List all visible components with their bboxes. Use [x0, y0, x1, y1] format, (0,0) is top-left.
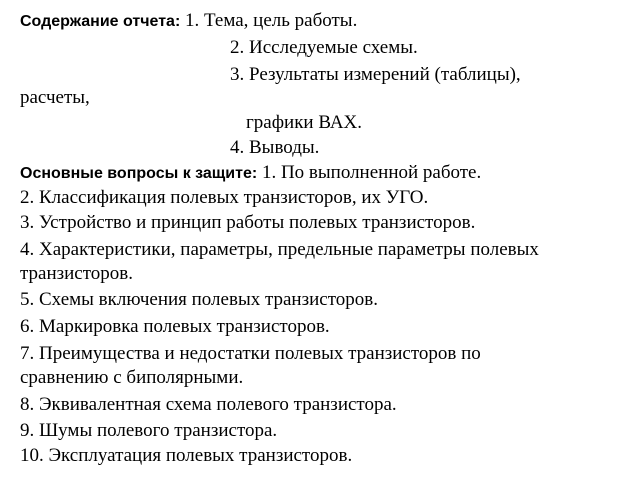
report-item-4: 4. Выводы. — [230, 137, 320, 158]
report-item-3-continued: расчеты, — [20, 87, 90, 108]
question-7: 7. Преимущества и недостатки полевых транзисторов по — [20, 343, 481, 364]
questions-heading-line — [20, 162, 481, 185]
report-item-3-graphs: графики ВАХ. — [246, 112, 363, 133]
report-contents-heading: Содержание отчета: — [20, 13, 181, 30]
question-6: 6. Маркировка полевых транзисторов. — [20, 316, 330, 337]
question-7-continued: сравнению с биполярными. — [20, 367, 244, 388]
report-item-3: 3. Результаты измерений (таблицы), — [230, 64, 521, 85]
report-item-2: 2. Исследуемые схемы. — [230, 37, 418, 58]
question-9: 9. Шумы полевого транзистора. — [20, 420, 278, 441]
question-4-continued: транзисторов. — [20, 263, 134, 284]
report-contents-line — [20, 10, 357, 33]
question-10: 10. Эксплуатация полевых транзисторов. — [20, 445, 353, 466]
question-1: 1. По выполненной работе. — [261, 162, 482, 183]
question-4: 4. Характеристики, параметры, предельные параметры полевых — [20, 239, 539, 260]
question-3: 3. Устройство и принцип работы полевых транзисторов. — [20, 212, 476, 233]
questions-heading: Основные вопросы к защите: — [20, 165, 258, 182]
question-5: 5. Схемы включения полевых транзисторов. — [20, 289, 378, 310]
question-8: 8. Эквивалентная схема полевого транзистора. — [20, 394, 397, 415]
report-item-1: 1. Тема, цель работы. — [185, 10, 358, 31]
question-2: 2. Классификация полевых транзисторов, их УГО. — [20, 187, 429, 208]
